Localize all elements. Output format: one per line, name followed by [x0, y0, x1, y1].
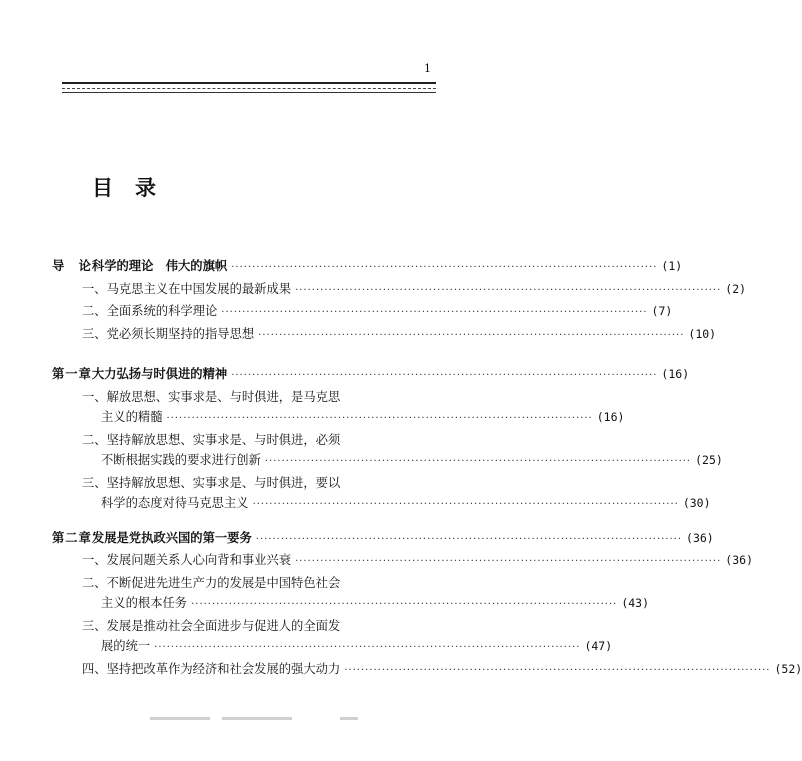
footer-scan-mark — [150, 717, 210, 720]
chapter-page-number: (36) — [686, 530, 714, 545]
toc-entry-text: 一、解放思想、实事求是、与时俱进，是马克思 — [82, 389, 341, 404]
toc-entry-text: 二、坚持解放思想、实事求是、与时俱进，必须 — [82, 432, 341, 447]
footer-scan-mark — [340, 717, 358, 720]
dot-leader — [167, 409, 593, 430]
chapter-label: 第一章 — [52, 366, 92, 381]
toc-entry-page-number: (36) — [725, 553, 753, 567]
header-rule-thick — [62, 82, 436, 84]
footer-scan-mark — [222, 717, 292, 720]
toc-entry-text: 三、党必须长期坚持的指导思想 — [82, 326, 255, 341]
toc-entry-line — [52, 573, 442, 594]
dot-leader — [231, 366, 657, 387]
toc-entry-text: 不断根据实践的要求进行创新 — [101, 453, 261, 467]
dot-leader — [154, 638, 580, 659]
toc-entry-page-number: (7) — [651, 304, 673, 318]
chapter-label: 第二章 — [52, 529, 92, 545]
dot-leader — [231, 258, 657, 279]
toc — [52, 256, 802, 693]
toc-entry-line — [52, 659, 802, 682]
chapter-title: 大力弘扬与时俱进的精神 — [91, 366, 228, 381]
header-rule-thin — [62, 92, 436, 93]
dot-leader — [344, 661, 770, 682]
toc-entry-page-number: (47) — [584, 639, 613, 653]
toc-entry-page-number: (16) — [596, 410, 625, 424]
chapter-heading — [52, 528, 714, 551]
toc-entry-text: 二、不断促进先进生产力的发展是中国特色社会 — [82, 575, 341, 590]
toc-entry-page-number: (52) — [774, 661, 802, 676]
toc-entry-page-number: (10) — [688, 326, 717, 341]
dot-leader — [256, 530, 682, 551]
toc-entry-page-number: (43) — [621, 596, 650, 610]
toc-entry-line — [52, 636, 613, 659]
toc-entry-text: 一、发展问题关系人心向背和事业兴衰 — [82, 553, 292, 567]
chapter-page-number: (1) — [661, 259, 683, 273]
dot-leader — [221, 303, 647, 324]
dot-leader — [258, 326, 684, 347]
dot-leader — [295, 552, 721, 573]
toc-entry-page-number: (30) — [682, 496, 711, 510]
toc-entry-text: 主义的精髓 — [101, 410, 163, 424]
toc-title: 目录 — [92, 175, 178, 200]
chapter-heading — [52, 364, 690, 387]
chapter-title: 发展是党执政兴国的第一要务 — [91, 529, 252, 545]
toc-entry-line — [52, 279, 747, 302]
toc-entry-page-number: (2) — [725, 281, 747, 296]
toc-entry-line — [52, 407, 625, 430]
toc-entry-text: 三、发展是推动社会全面进步与促进人的全面发 — [82, 618, 341, 633]
toc-entry-text: 一、马克思主义在中国发展的最新成果 — [82, 281, 292, 296]
toc-entry-text: 科学的态度对待马克思主义 — [101, 496, 249, 510]
dot-leader — [295, 281, 721, 302]
toc-entry-line — [52, 593, 650, 616]
toc-entry-text: 四、坚持把改革作为经济和社会发展的强大动力 — [82, 661, 341, 676]
toc-entry-text: 展的统一 — [101, 639, 151, 653]
toc-section — [52, 528, 802, 682]
dot-leader — [191, 595, 617, 616]
toc-entry-line — [52, 430, 442, 451]
toc-entry-line — [52, 473, 442, 494]
chapter-page-number: (16) — [661, 367, 690, 381]
toc-entry-text: 二、全面系统的科学理论 — [82, 304, 218, 318]
toc-section — [52, 256, 747, 346]
chapter-title: 科学的理论 伟大的旗帜 — [91, 258, 228, 273]
dot-leader — [265, 452, 691, 473]
toc-entry-line — [52, 550, 753, 573]
toc-entry-page-number: (25) — [695, 453, 723, 467]
toc-entry-line — [52, 450, 723, 473]
toc-entry-text: 三、坚持解放思想、实事求是、与时俱进，要以 — [82, 475, 341, 490]
toc-entry-line — [52, 616, 442, 637]
header-rule-dashed — [62, 88, 436, 89]
toc-entry-line — [52, 301, 673, 324]
page-number: 1 — [424, 62, 431, 75]
dot-leader — [253, 495, 679, 516]
toc-section — [52, 364, 723, 516]
toc-entry-line — [52, 493, 711, 516]
toc-entry-line — [52, 387, 442, 408]
toc-entry-line — [52, 324, 717, 347]
chapter-heading — [52, 256, 683, 279]
toc-entry-text: 主义的根本任务 — [101, 596, 188, 610]
chapter-label: 导 论 — [52, 258, 92, 273]
